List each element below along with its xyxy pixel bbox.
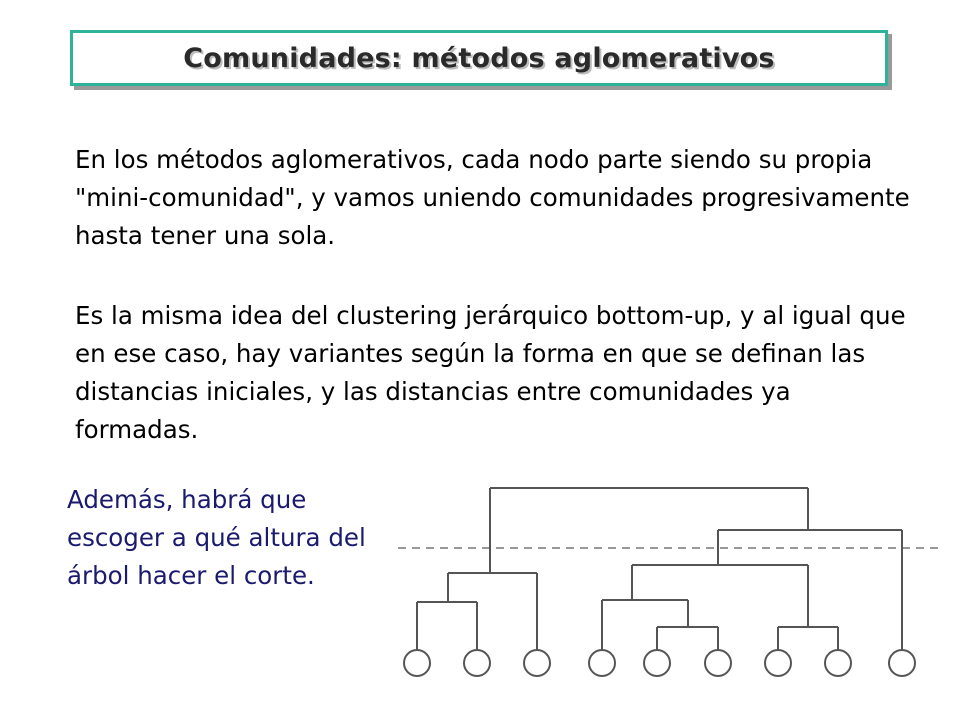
leaf-node [644, 650, 670, 676]
leaf-node [589, 650, 615, 676]
leaf-node [464, 650, 490, 676]
leaf-node [705, 650, 731, 676]
leaf-node [825, 650, 851, 676]
leaf-node [404, 650, 430, 676]
leaf-node [889, 650, 915, 676]
paragraph-clustering: Es la misma idea del clustering jerárquico bottom-up, y al igual que en ese caso, hay variantes según la forma en que se definan las distancias iniciales, y las distancias entre comunidades ya formadas. [75, 301, 906, 444]
side-note-cut-height: Además, habrá que escoger a qué altura del árbol hacer el corte. [67, 485, 366, 590]
slide-title: Comunidades: métodos aglomerativos [183, 42, 775, 74]
paragraph-intro: En los métodos aglomerativos, cada nodo parte siendo su propia "mini-comunidad", y vamos uniendo comunidades progresivamente hasta tener una sola. [75, 145, 910, 250]
leaf-node [524, 650, 550, 676]
leaf-node [765, 650, 791, 676]
